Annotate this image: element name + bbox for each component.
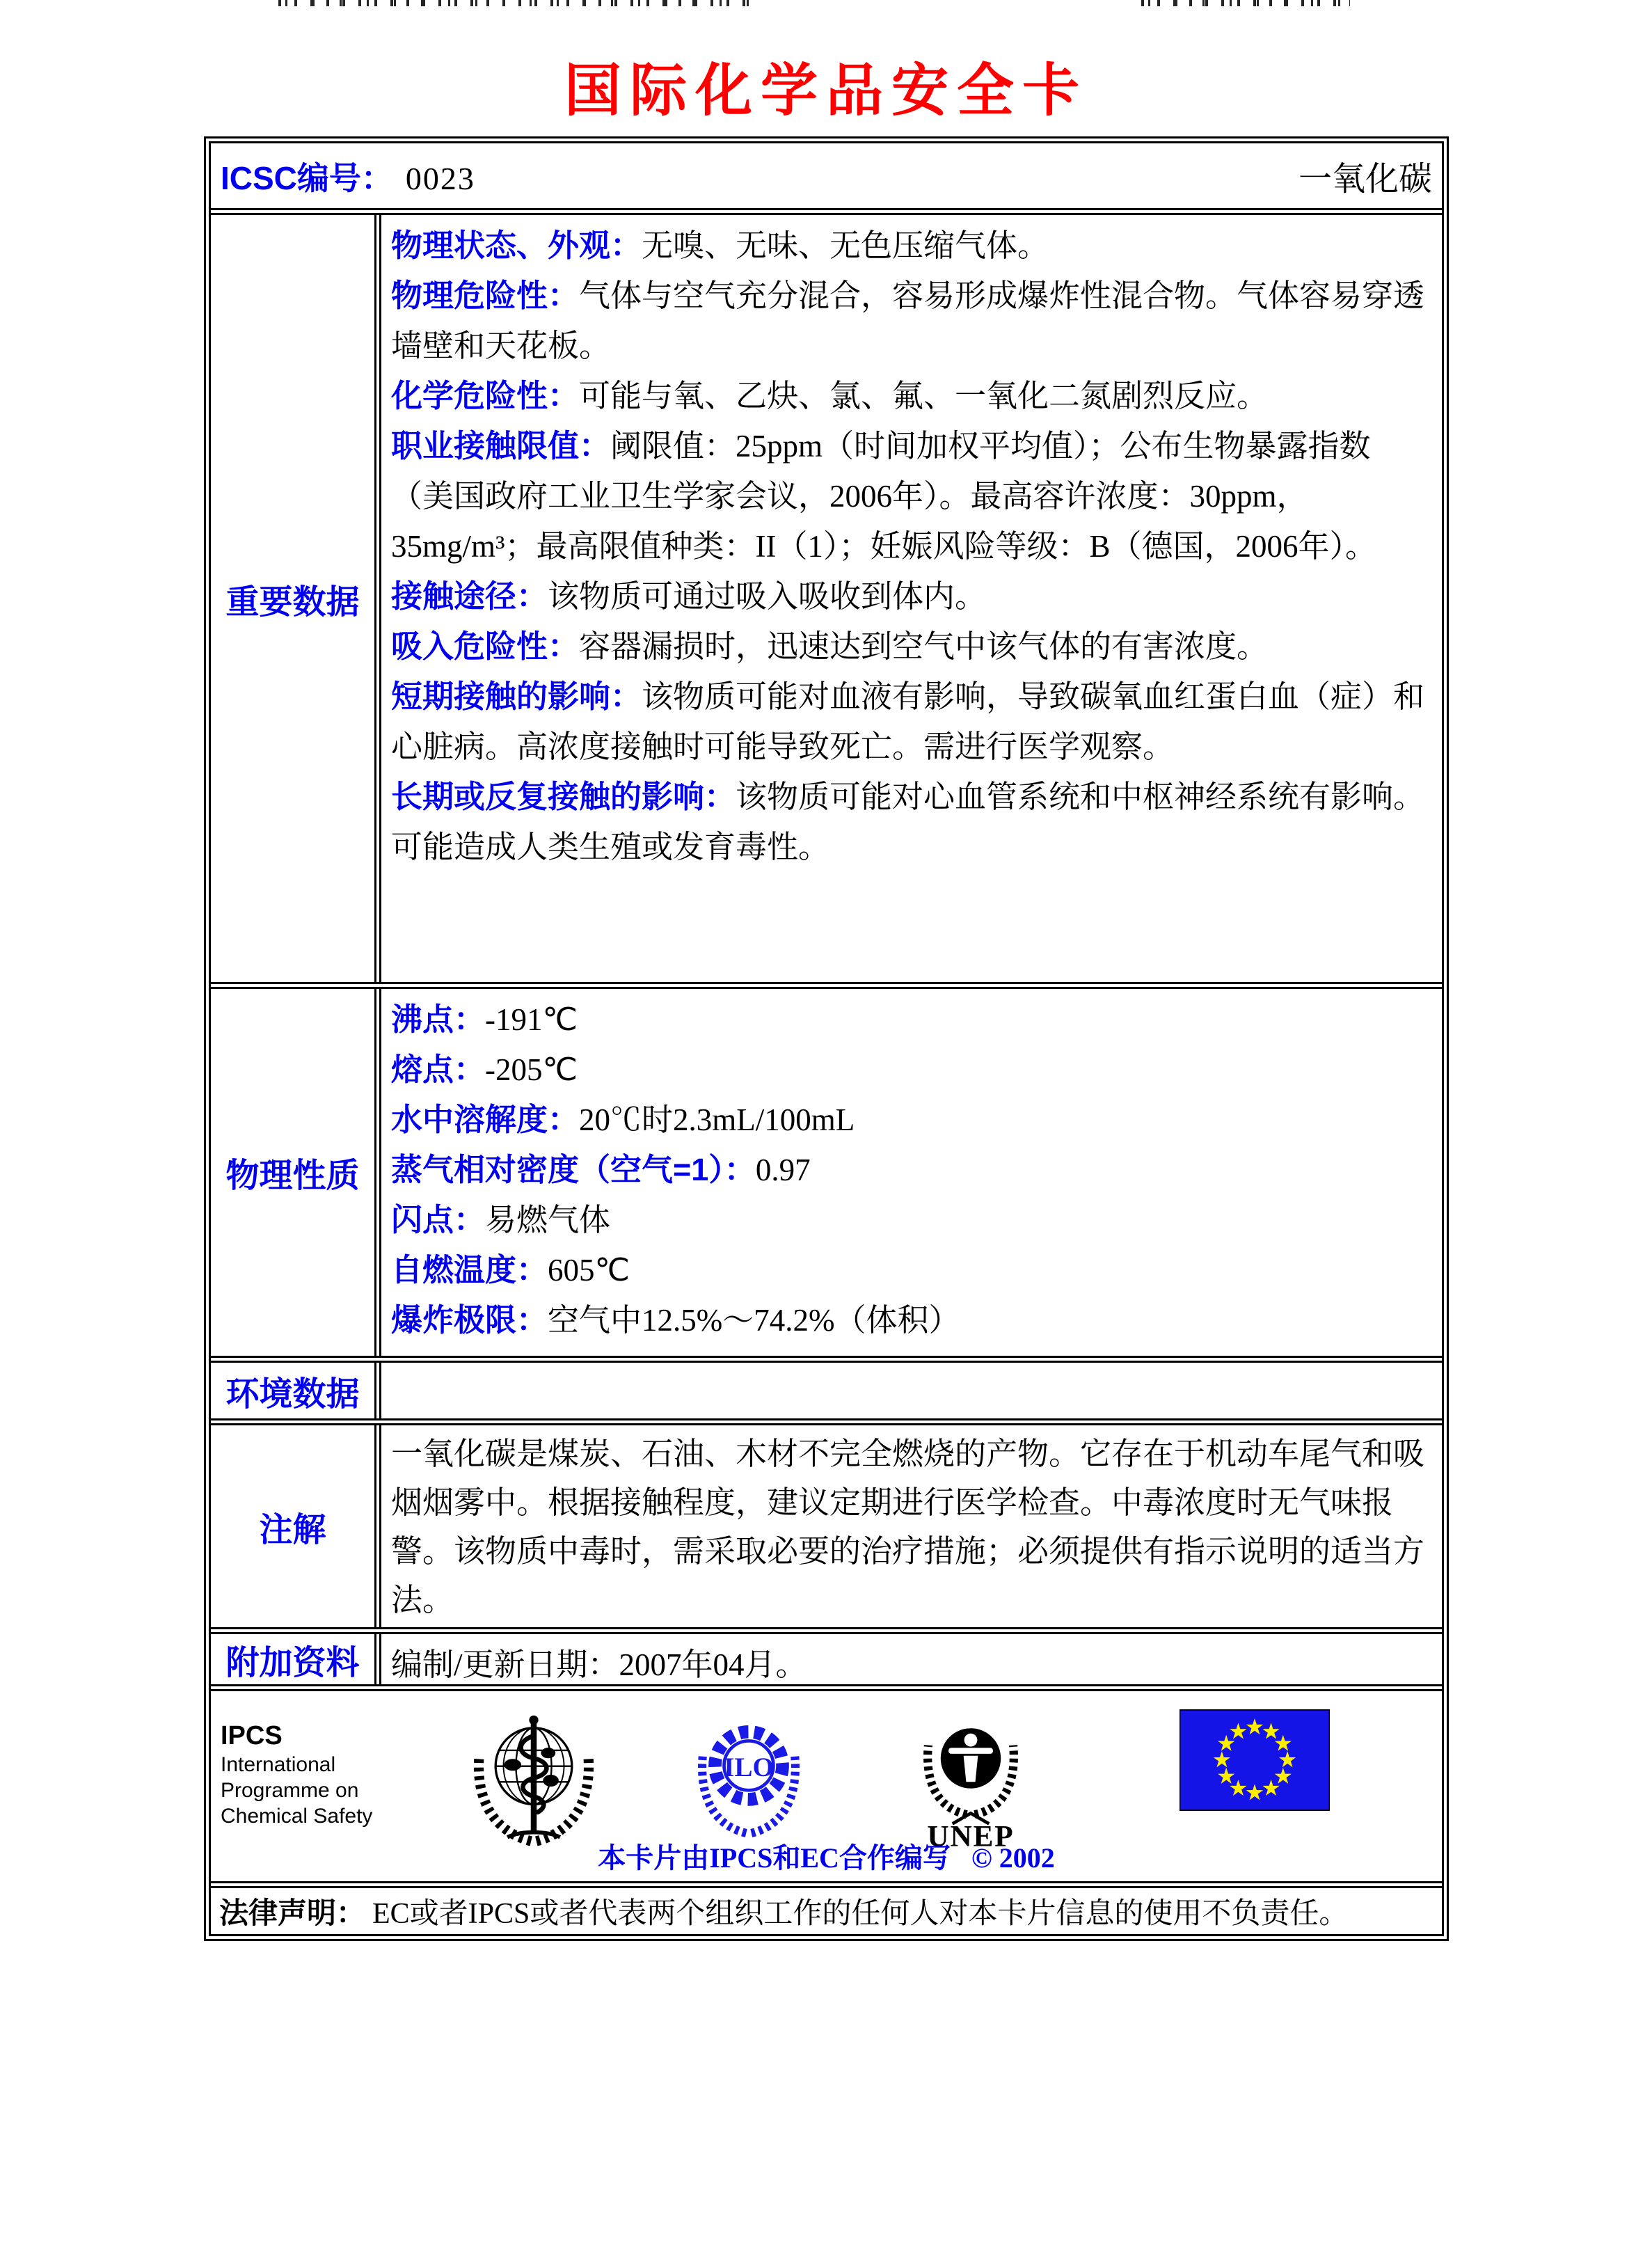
field-label: 职业接触限值：: [391, 428, 611, 464]
field-text: 605℃: [548, 1253, 630, 1288]
field-inhalation-risk: [391, 622, 1431, 672]
field-occupational-exposure-limits: [391, 421, 1431, 571]
field-label: 长期或反复接触的影响：: [391, 779, 736, 814]
field-label: 吸入危险性：: [391, 628, 580, 664]
clipped-top-text-right: [1141, 0, 1350, 6]
field-long-term-effects: [391, 772, 1431, 872]
legal-notice-label: 法律声明：: [219, 1897, 366, 1929]
field-label: 自燃温度：: [391, 1252, 548, 1288]
legal-notice-row: [211, 1888, 1442, 1934]
card-header-row: [211, 143, 1442, 215]
ipcs-abbreviation: IPCS: [221, 1720, 283, 1750]
row-label-notes: 注解: [211, 1425, 381, 1627]
icsc-number-group: [221, 153, 475, 199]
notes-content: [381, 1425, 1442, 1627]
eu-flag-icon: [1180, 1709, 1330, 1811]
field-text: 20℃时2.3mL/100mL: [579, 1102, 855, 1137]
chemical-name: 一氧化碳: [1298, 161, 1432, 198]
unep-logo-text: UNEP: [927, 1819, 1015, 1850]
icsc-number-value: 0023: [405, 160, 475, 196]
row-label-important-data: 重要数据: [211, 215, 381, 982]
field-water-solubility: [391, 1095, 1431, 1145]
footer-caption-text: 本卡片由IPCS和EC合作编写: [598, 1842, 951, 1874]
field-flash-point: [391, 1195, 1431, 1245]
row-label-physical-properties: 物理性质: [211, 989, 381, 1356]
field-autoignition-temperature: [391, 1245, 1431, 1295]
field-label: 物理状态、外观：: [391, 228, 642, 263]
notes-text: 一氧化碳是煤炭、石油、木材不完全燃烧的产物。它存在于机动车尾气和吸烟烟雾中。根据接触程度，建议定期进行医学检查。中毒浓度时无气味报警。该物质中毒时，需采取必要的治疗措施；必须提供有指示说明的适当方法。: [391, 1436, 1425, 1617]
environmental-data-row: [211, 1363, 1442, 1425]
field-text: 无嗅、无味、无色压缩气体。: [642, 228, 1049, 263]
logos-row: [211, 1691, 1442, 1888]
additional-info-content: 编制/更新日期：2007年04月。: [391, 1647, 807, 1682]
field-text: -191℃: [485, 1002, 578, 1037]
field-text: 易燃气体: [485, 1203, 611, 1237]
footer-copyright: © 2002: [971, 1842, 1055, 1874]
physical-properties-content: [381, 989, 1442, 1356]
notes-row: [211, 1425, 1442, 1634]
field-label: 化学危险性：: [391, 378, 580, 413]
ipcs-full-line: Chemical Safety: [221, 1804, 373, 1828]
ilo-logo-icon: [690, 1704, 807, 1844]
important-data-content: [381, 215, 1442, 982]
field-short-term-effects: [391, 672, 1431, 772]
ipcs-text-block: [221, 1720, 402, 1829]
icsc-number-label: ICSC编号：: [221, 159, 393, 196]
field-explosive-limits: [391, 1295, 1431, 1345]
field-label: 沸点：: [391, 1002, 486, 1037]
logos-wrap: [211, 1691, 1442, 1850]
field-text: 该物质可通过吸入吸收到体内。: [548, 579, 987, 614]
field-label: 接触途径：: [391, 578, 548, 614]
ipcs-full-line: International: [221, 1752, 336, 1776]
field-text: 0.97: [755, 1153, 811, 1187]
page-title: 国际化学品安全卡: [564, 59, 1088, 122]
field-text: 气体与空气充分混合，容易形成爆炸性混合物。气体容易穿透墙壁和天花板。: [391, 278, 1425, 363]
additional-info-row: [211, 1634, 1442, 1691]
field-text: -205℃: [485, 1052, 578, 1087]
field-text: 空气中12.5%～74.2%（体积）: [548, 1303, 960, 1338]
field-label: 水中溶解度：: [391, 1102, 580, 1137]
icsc-card-table: [204, 136, 1449, 1941]
who-logo-icon: [468, 1702, 600, 1846]
field-exposure-routes: [391, 571, 1431, 622]
field-label: 短期接触的影响：: [391, 679, 642, 714]
ilo-logo-text: ILO: [724, 1752, 774, 1782]
field-text: 该物质可能对心血管系统和中枢神经系统有影响。可能造成人类生殖或发育毒性。: [391, 779, 1425, 864]
field-chemical-hazard: [391, 371, 1431, 421]
field-label: 爆炸极限：: [391, 1302, 548, 1338]
environmental-data-content: [381, 1363, 1442, 1418]
legal-notice-text: EC或者IPCS或者代表两个组织工作的任何人对本卡片信息的使用不负责任。: [372, 1898, 1349, 1930]
field-text: 该物质可能对血液有影响，导致碳氧血红蛋白血（症）和心脏病。高浓度接触时可能导致死亡。需进行医学观察。: [391, 679, 1425, 764]
field-physical-hazard: [391, 271, 1431, 371]
field-vapor-density: [391, 1145, 1431, 1195]
row-label-environmental-data: 环境数据: [211, 1363, 381, 1418]
ipcs-full-line: Programme on: [221, 1778, 359, 1802]
unep-logo-icon: [912, 1698, 1030, 1850]
field-label: 蒸气相对密度（空气=1）：: [391, 1152, 756, 1187]
field-text: 阈限值：25ppm（时间加权平均值）；公布生物暴露指数（美国政府工业卫生学家会议，2006年）。最高容许浓度：30ppm，35mg/m³；最高限值种类：II（1）；妊娠风险等级：B（德国，2006年）。: [391, 429, 1376, 564]
field-text: 可能与氧、乙炔、氯、氟、一氧化二氮剧烈反应。: [579, 379, 1269, 413]
field-label: 熔点：: [391, 1052, 486, 1087]
field-melting-point: [391, 1045, 1431, 1095]
row-label-additional-info: 附加资料: [211, 1634, 381, 1684]
field-label: 物理危险性：: [391, 278, 580, 313]
footer-caption: [211, 1836, 1442, 1876]
physical-properties-row: [211, 989, 1442, 1363]
important-data-row: [211, 215, 1442, 989]
field-boiling-point: [391, 995, 1431, 1045]
field-text: 容器漏损时，迅速达到空气中该气体的有害浓度。: [579, 629, 1269, 664]
field-physical-state: [391, 221, 1431, 271]
field-label: 闪点：: [391, 1202, 486, 1237]
clipped-top-text-left: [278, 0, 759, 6]
